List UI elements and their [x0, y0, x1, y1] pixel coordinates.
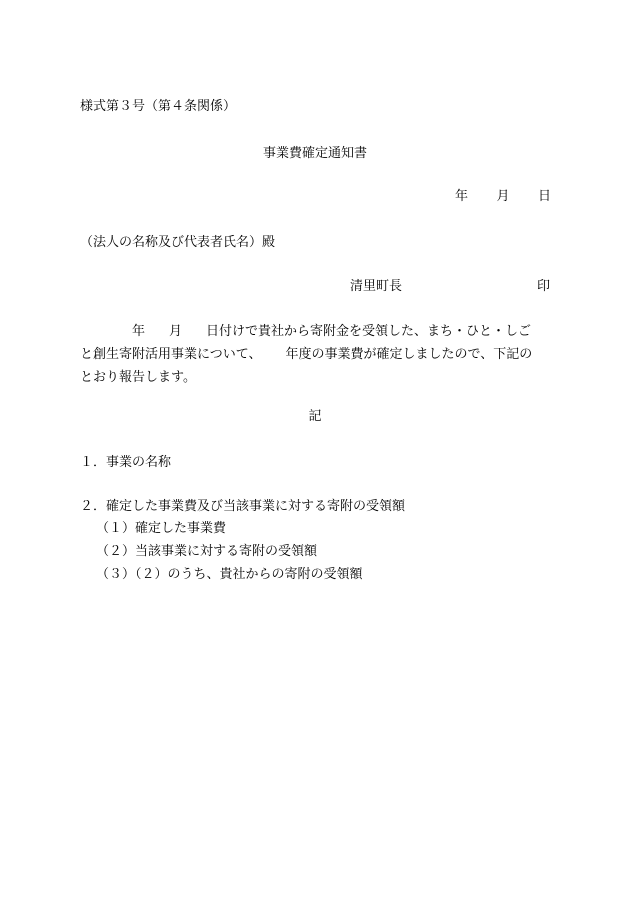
date-month-label: 月 — [496, 189, 510, 204]
date-day-label: 日 — [537, 189, 551, 204]
date-year-label: 年 — [455, 189, 469, 204]
body-line-2-head: と創生寄附活用事業について、 — [80, 347, 262, 362]
sub-item-donations-received: （２）当該事業に対する寄附の受領額 — [96, 544, 318, 559]
body-line-1 — [80, 320, 550, 343]
body-line-1-tail: 日付けで貴社から寄附金を受領した、まち・ひと・しご — [206, 324, 532, 339]
body-paragraph — [80, 320, 550, 389]
body-month-label: 月 — [169, 324, 183, 339]
seal-mark: 印 — [537, 279, 551, 294]
date-line — [455, 190, 551, 203]
sub-item-donations-from-company: （３）（２）のうち、貴社からの寄附の受領額 — [96, 567, 363, 582]
body-year-label: 年 — [132, 324, 146, 339]
item-project-name: １．事業の名称 — [80, 455, 172, 470]
addressee: （法人の名称及び代表者氏名）殿 — [80, 235, 276, 250]
body-line-3: とおり報告します。 — [80, 370, 196, 385]
issuer-name: 清里町長 — [350, 279, 403, 294]
document-title: 事業費確定通知書 — [262, 146, 367, 161]
form-number: 様式第３号（第４条関係） — [80, 99, 237, 114]
body-line-2 — [80, 343, 550, 366]
sub-item-confirmed-cost: （１）確定した事業費 — [96, 521, 227, 536]
item-costs-and-donations: ２．確定した事業費及び当該事業に対する寄附の受領額 — [80, 499, 406, 514]
body-line-2-tail: 年度の事業費が確定しましたので、下記の — [285, 347, 533, 362]
note-heading: 記 — [308, 409, 322, 424]
